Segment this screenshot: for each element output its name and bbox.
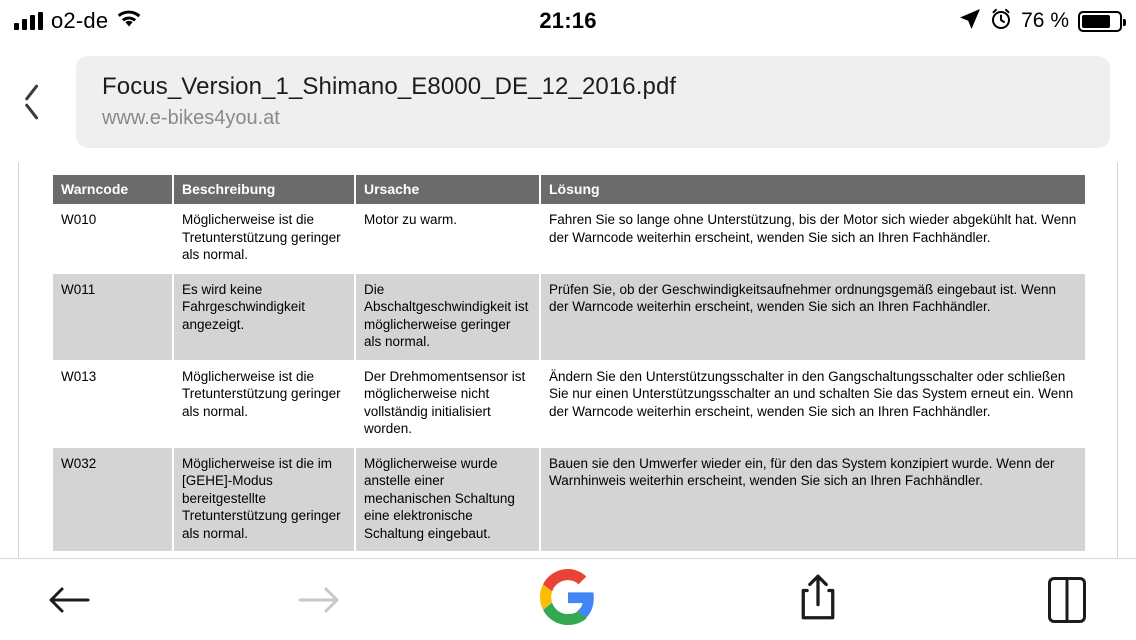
back-button[interactable] (0, 42, 76, 162)
tabs-icon (1048, 577, 1086, 623)
tabs-button[interactable] (1032, 570, 1102, 630)
google-logo-icon (540, 569, 596, 630)
wifi-icon (116, 9, 142, 33)
table-row (53, 447, 1085, 552)
table-row (53, 273, 1085, 360)
cell-cause: Die Abschaltgeschwindigkeit ist möglicherweise geringer als normal. (355, 273, 540, 360)
browser-toolbar (0, 558, 1136, 640)
battery-percent-label: 76 % (1021, 9, 1069, 32)
battery-icon (1078, 11, 1122, 32)
location-arrow-icon (959, 8, 981, 35)
column-header-warncode: Warncode (53, 175, 173, 204)
page-title: Focus_Version_1_Shimano_E8000_DE_12_2016.pdf (102, 73, 677, 100)
cell-solution: Bauen sie den Umwerfer wieder ein, für den das System konzipiert wurde. Wenn der Warnhinweis weiterhin erscheint, wenden Sie sich an Ihren Fachhändler. (540, 447, 1085, 552)
carrier-label: o2-de (51, 8, 109, 33)
chevron-left-icon (29, 85, 47, 119)
arrow-left-icon (48, 585, 90, 615)
table-row (53, 204, 1085, 273)
cell-code: W011 (53, 273, 173, 360)
signal-bars-icon (14, 12, 43, 30)
clock-label: 21:16 (539, 8, 597, 33)
status-bar (0, 0, 1136, 42)
warning-code-table (53, 175, 1085, 552)
cell-solution: Ändern Sie den Unterstützungsschalter in den Gangschaltungsschalter oder schließen Sie nur einen Unterstützungsschalter an und schalten Sie das System erneut ein. Wenn der Warncode weiterhin erscheint, wenden Sie sich an Ihren Fachhändler. (540, 360, 1085, 447)
browser-address-bar (0, 42, 1136, 162)
cell-cause: Möglicherweise wurde anstelle einer mechanischen Schaltung eine elektronische Schaltung eingebaut. (355, 447, 540, 552)
status-bar-right (836, 8, 1136, 35)
column-header-beschreibung: Beschreibung (173, 175, 355, 204)
web-content[interactable] (0, 162, 1136, 558)
pdf-page (18, 162, 1118, 558)
page-url: www.e-bikes4you.at (102, 107, 280, 129)
cell-solution: Prüfen Sie, ob der Geschwindigkeitsaufnehmer ordnungsgemäß eingebaut ist. Wenn der Warncode weiterhin erscheint, wenden Sie sich an Ihren Fachhändler. (540, 273, 1085, 360)
share-icon (798, 573, 838, 626)
toolbar-forward-button[interactable] (284, 570, 354, 630)
cell-code: W010 (53, 204, 173, 273)
google-home-button[interactable] (533, 570, 603, 630)
cell-cause: Motor zu warm. (355, 204, 540, 273)
share-button[interactable] (783, 570, 853, 630)
table-row (53, 360, 1085, 447)
toolbar-back-button[interactable] (34, 570, 104, 630)
cell-cause: Der Drehmomentsensor ist möglicherweise nicht vollständig initialisiert worden. (355, 360, 540, 447)
arrow-right-icon (298, 585, 340, 615)
cell-description: Möglicherweise ist die im [GEHE]-Modus bereitgestellte Tretunterstützung geringer als normal. (173, 447, 355, 552)
cell-description: Es wird keine Fahrgeschwindigkeit angezeigt. (173, 273, 355, 360)
cell-solution: Fahren Sie so lange ohne Unterstützung, bis der Motor sich wieder abgekühlt hat. Wenn der Warncode weiterhin erscheint, wenden Sie sich an Ihren Fachhändler. (540, 204, 1085, 273)
cell-description: Möglicherweise ist die Tretunterstützung geringer als normal. (173, 360, 355, 447)
url-field[interactable] (76, 56, 1110, 148)
cell-code: W013 (53, 360, 173, 447)
status-bar-left (0, 8, 300, 34)
cell-description: Möglicherweise ist die Tretunterstützung geringer als normal. (173, 204, 355, 273)
table-header-row (53, 175, 1085, 204)
status-bar-center (300, 8, 836, 34)
alarm-clock-icon (990, 8, 1012, 35)
cell-code: W032 (53, 447, 173, 552)
column-header-loesung: Lösung (540, 175, 1085, 204)
column-header-ursache: Ursache (355, 175, 540, 204)
